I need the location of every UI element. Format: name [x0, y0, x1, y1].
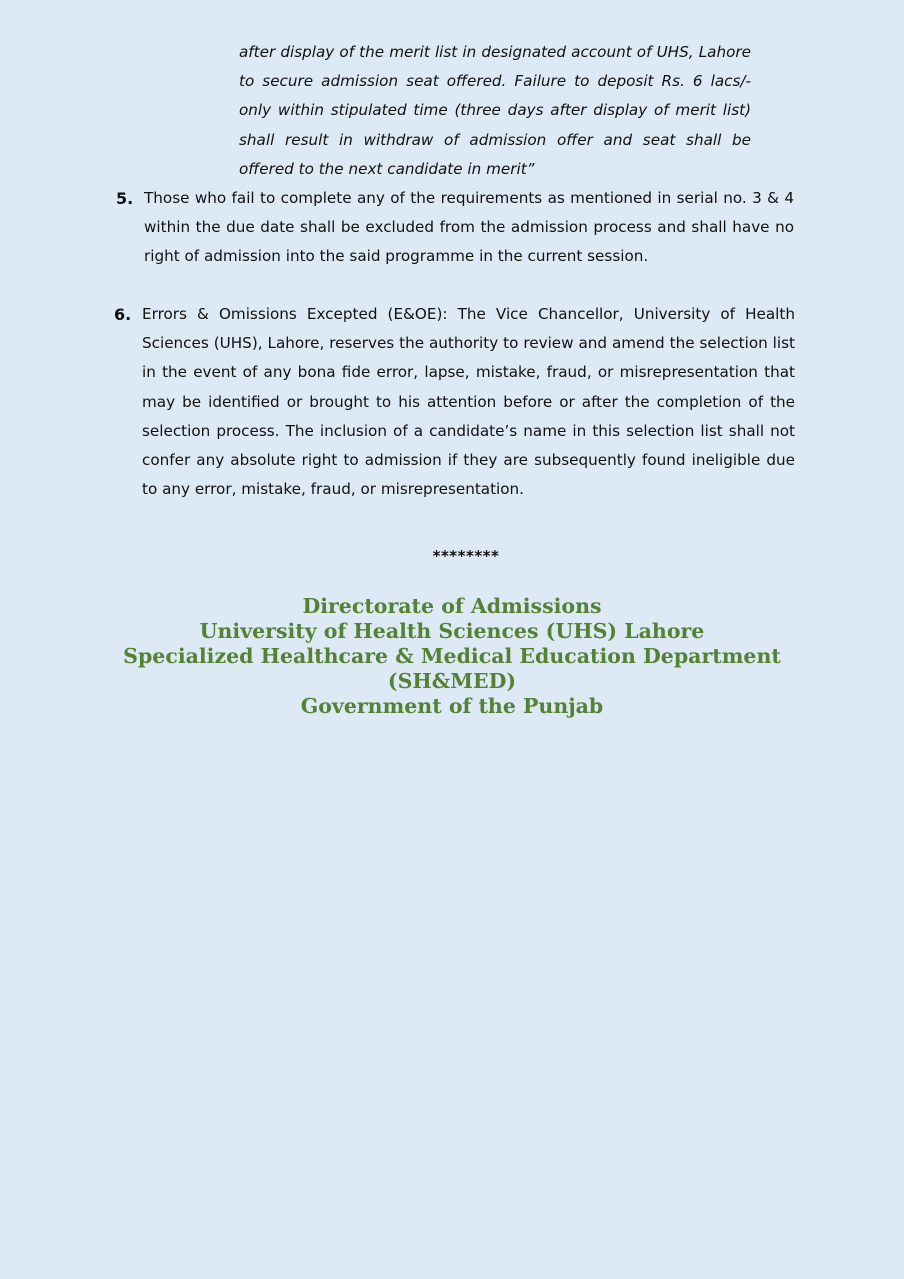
quoted-admission-text: after display of the merit list in designated account of UHS, Lahore to secure admission seat offered. Failure to deposit Rs. 6 lacs/- only within stipulated time (three days after display of merit list) shall result in withdraw of admission offer and seat shall be offered to the next candidate in merit” [239, 43, 751, 178]
list-item-text: Those who fail to complete any of the requirements as mentioned in serial no. 3 & 4 within the due date shall be excluded from the admission process and shall have no right of admission into the said programme in the current session. [144, 189, 794, 266]
list-item-number: 5. [116, 189, 134, 208]
issuing-authority-block [0, 594, 904, 719]
section-separator: ******** [432, 547, 500, 565]
department-abbreviation: (SH&MED) [387, 669, 517, 693]
list-item-5 [116, 184, 794, 272]
government-name: Government of the Punjab [300, 694, 604, 718]
university-name: University of Health Sciences (UHS) Lahore [199, 619, 705, 643]
list-item-6 [114, 300, 795, 504]
directorate-name: Directorate of Admissions [302, 594, 602, 618]
list-item-text: Errors & Omissions Excepted (E&OE): The Vice Chancellor, University of Health Sciences (UHS), Lahore, reserves the authority to review and amend the selection list in the event of any bona fide error, lapse, mistake, fraud, or misrepresentation that may be identified or brought to his attention before or after the completion of the selection process. The inclusion of a candidate’s name in this selection list shall not confer any absolute right to admission if they are subsequently found ineligible due to any error, mistake, fraud, or misrepresentation. [142, 305, 795, 499]
department-name: Specialized Healthcare & Medical Education Department [123, 644, 781, 668]
quoted-admission-condition [239, 38, 751, 184]
list-item-number: 6. [114, 305, 132, 324]
